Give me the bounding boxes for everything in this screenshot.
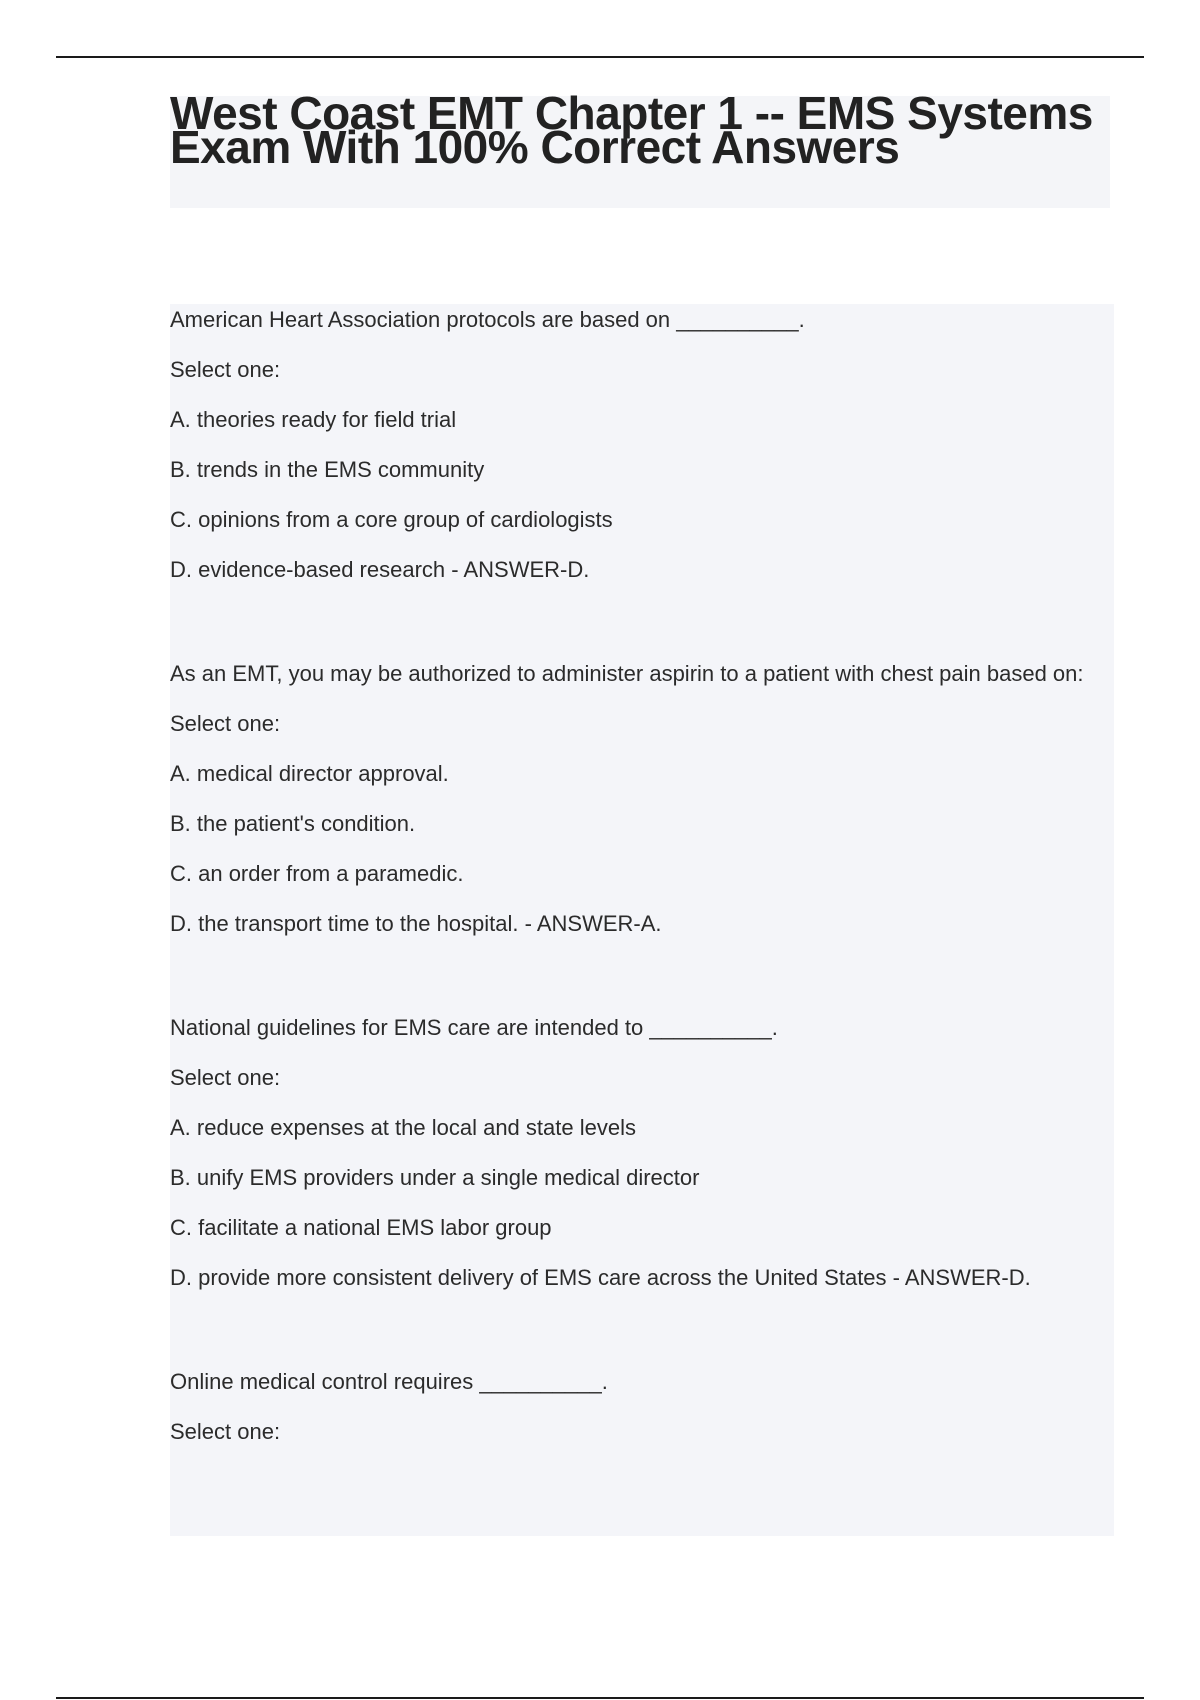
select-label: Select one: xyxy=(170,1419,281,1444)
question-prompt: National guidelines for EMS care are intended to __________. xyxy=(170,1015,778,1040)
question-spacer xyxy=(170,1294,1114,1366)
select-label: Select one: xyxy=(170,711,281,736)
option-b: B. trends in the EMS community xyxy=(170,457,485,482)
bottom-rule xyxy=(56,1697,1144,1699)
option-d-answer: D. the transport time to the hospital. - ANSWER-A. xyxy=(170,911,662,936)
question-2 xyxy=(170,658,1114,940)
option-a: A. theories ready for field trial xyxy=(170,407,457,432)
option-c: C. an order from a paramedic. xyxy=(170,861,464,886)
option-b: B. the patient's condition. xyxy=(170,811,416,836)
option-a: A. reduce expenses at the local and state levels xyxy=(170,1115,636,1140)
question-3 xyxy=(170,1012,1114,1294)
document-title: West Coast EMT Chapter 1 -- EMS Systems Exam With 100% Correct Answers xyxy=(170,87,1093,173)
question-prompt: Online medical control requires __________. xyxy=(170,1369,608,1394)
question-spacer xyxy=(170,940,1114,1012)
question-spacer xyxy=(170,586,1114,658)
top-rule xyxy=(56,56,1144,58)
question-4 xyxy=(170,1366,1114,1448)
question-prompt: American Heart Association protocols are based on __________. xyxy=(170,307,805,332)
option-d-answer: D. evidence-based research - ANSWER-D. xyxy=(170,557,590,582)
question-prompt: As an EMT, you may be authorized to administer aspirin to a patient with chest pain based on: xyxy=(170,661,1084,686)
option-c: C. opinions from a core group of cardiologists xyxy=(170,507,613,532)
select-label: Select one: xyxy=(170,1065,281,1090)
select-label: Select one: xyxy=(170,357,281,382)
option-a: A. medical director approval. xyxy=(170,761,449,786)
option-b: B. unify EMS providers under a single medical director xyxy=(170,1165,700,1190)
option-d-answer: D. provide more consistent delivery of EMS care across the United States - ANSWER-D. xyxy=(170,1265,1031,1290)
question-1 xyxy=(170,304,1114,586)
option-c: C. facilitate a national EMS labor group xyxy=(170,1215,552,1240)
document-body xyxy=(170,304,1114,1536)
